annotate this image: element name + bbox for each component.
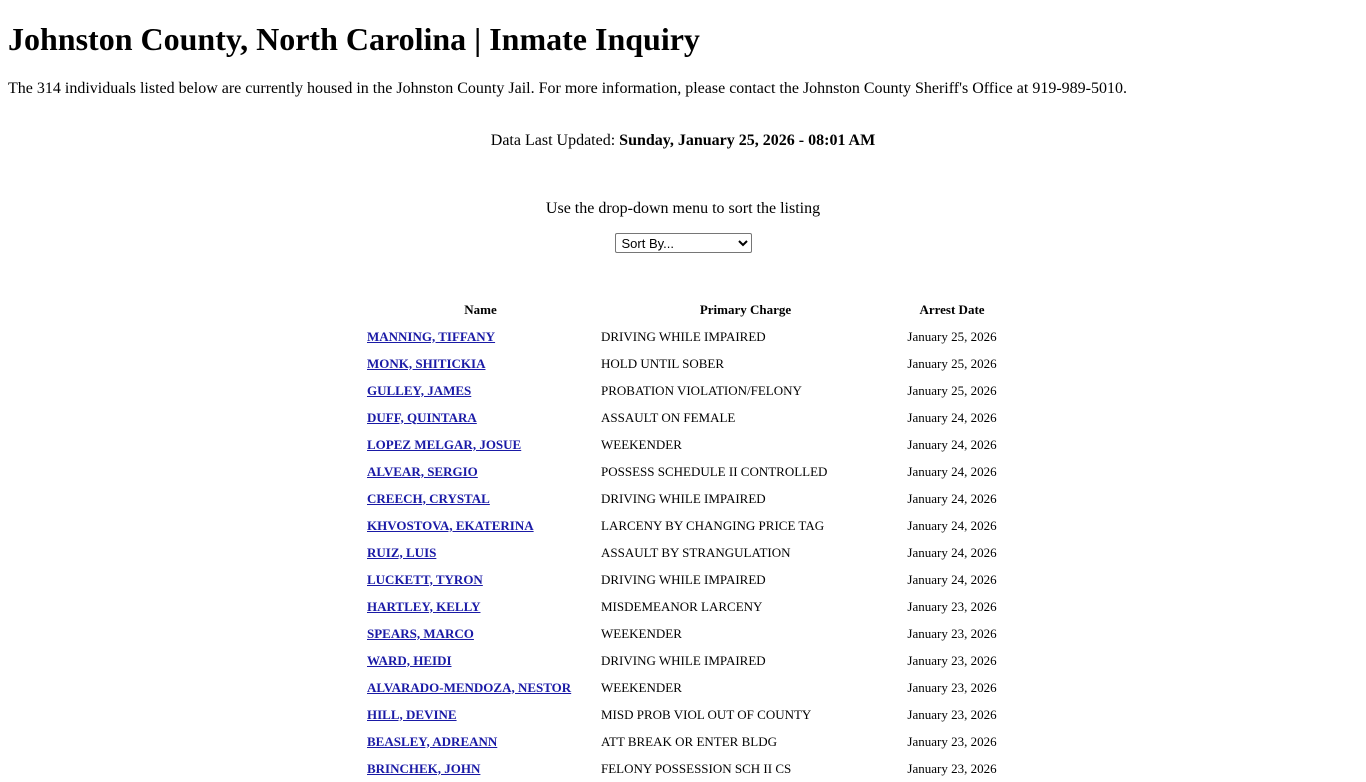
arrest-date-cell: January 23, 2026 [907,760,997,776]
arrest-date-cell: January 25, 2026 [907,382,997,398]
table-row [365,458,1009,485]
inmate-name-link[interactable]: GULLEY, JAMES [367,382,472,398]
table-header-row [365,296,1009,323]
name-cell [365,701,596,728]
charge-cell: ATT BREAK OR ENTER BLDG [601,733,777,749]
name-cell [365,431,596,458]
inmate-name-link[interactable]: MONK, SHITICKIA [367,355,486,371]
arrest-date-cell: January 24, 2026 [907,409,997,425]
arrest-date-cell: January 23, 2026 [907,652,997,668]
arrest-date-cell: January 24, 2026 [907,463,997,479]
name-cell [365,350,596,377]
name-cell [365,674,596,701]
inmate-name-link[interactable]: CREECH, CRYSTAL [367,490,490,506]
inmate-name-link[interactable]: SPEARS, MARCO [367,625,474,641]
charge-cell: WEEKENDER [601,436,682,452]
name-cell [365,323,596,350]
charge-cell: PROBATION VIOLATION/FELONY [601,382,802,398]
charge-cell: LARCENY BY CHANGING PRICE TAG [601,517,825,533]
inmate-name-link[interactable]: KHVOSTOVA, EKATERINA [367,517,534,533]
charge-cell: DRIVING WHILE IMPAIRED [601,328,766,344]
charge-cell: WEEKENDER [601,625,682,641]
name-cell [365,755,596,782]
inmate-name-link[interactable]: HARTLEY, KELLY [367,598,481,614]
inmate-name-link[interactable]: LOPEZ MELGAR, JOSUE [367,436,522,452]
table-row [365,404,1009,431]
sort-by-select[interactable] [615,233,752,253]
inmate-name-link[interactable]: WARD, HEIDI [367,652,452,668]
name-cell [365,377,596,404]
header-arrest-date: Arrest Date [919,301,985,317]
inmate-name-link[interactable]: RUIZ, LUIS [367,544,437,560]
table-row [365,593,1009,620]
charge-cell: DRIVING WHILE IMPAIRED [601,490,766,506]
table-row [365,701,1009,728]
table-row [365,512,1009,539]
arrest-date-cell: January 24, 2026 [907,571,997,587]
inmate-name-link[interactable]: LUCKETT, TYRON [367,571,483,587]
inmate-name-link[interactable]: ALVEAR, SERGIO [367,463,478,479]
name-cell [365,539,596,566]
name-cell [365,593,596,620]
arrest-date-cell: January 23, 2026 [907,625,997,641]
table-row [365,539,1009,566]
table-row [365,647,1009,674]
table-row [365,728,1009,755]
table-row [365,755,1009,782]
arrest-date-cell: January 24, 2026 [907,544,997,560]
arrest-date-cell: January 24, 2026 [907,490,997,506]
page-title: Johnston County, North Carolina | Inmate Inquiry [8,21,700,57]
table-row [365,485,1009,512]
name-cell [365,512,596,539]
charge-cell: MISDEMEANOR LARCENY [601,598,763,614]
inmate-table [363,296,1011,782]
table-row [365,566,1009,593]
last-updated-label: Data Last Updated: [490,132,620,149]
charge-cell: HOLD UNTIL SOBER [601,355,725,371]
charge-cell: MISD PROB VIOL OUT OF COUNTY [601,706,812,722]
inmate-name-link[interactable]: BRINCHEK, JOHN [367,760,481,776]
last-updated [0,131,1366,151]
inmate-name-link[interactable]: BEASLEY, ADREANN [367,733,498,749]
table-row [365,323,1009,350]
sort-hint: Use the drop-down menu to sort the listing [545,200,821,217]
charge-cell: FELONY POSSESSION SCH II CS [601,760,792,776]
arrest-date-cell: January 24, 2026 [907,517,997,533]
arrest-date-cell: January 23, 2026 [907,598,997,614]
inmate-name-link[interactable]: ALVARADO-MENDOZA, NESTOR [367,679,572,695]
arrest-date-cell: January 23, 2026 [907,706,997,722]
charge-cell: DRIVING WHILE IMPAIRED [601,652,766,668]
name-cell [365,566,596,593]
arrest-date-cell: January 25, 2026 [907,355,997,371]
table-row [365,431,1009,458]
name-cell [365,647,596,674]
table-row [365,620,1009,647]
arrest-date-cell: January 23, 2026 [907,733,997,749]
charge-cell: ASSAULT ON FEMALE [601,409,736,425]
charge-cell: WEEKENDER [601,679,682,695]
charge-cell: POSSESS SCHEDULE II CONTROLLED [601,463,828,479]
header-primary-charge: Primary Charge [699,301,792,317]
arrest-date-cell: January 23, 2026 [907,679,997,695]
name-cell [365,485,596,512]
sort-container [0,233,1366,253]
table-row [365,350,1009,377]
inmate-name-link[interactable]: MANNING, TIFFANY [367,328,496,344]
table-row [365,674,1009,701]
name-cell [365,404,596,431]
arrest-date-cell: January 24, 2026 [907,436,997,452]
name-cell [365,458,596,485]
name-cell [365,728,596,755]
header-name[interactable]: Name [464,301,497,317]
arrest-date-cell: January 25, 2026 [907,328,997,344]
last-updated-value: Sunday, January 25, 2026 - 08:01 AM [619,132,876,149]
charge-cell: DRIVING WHILE IMPAIRED [601,571,766,587]
charge-cell: ASSAULT BY STRANGULATION [601,544,791,560]
inmate-name-link[interactable]: DUFF, QUINTARA [367,409,477,425]
name-cell [365,620,596,647]
inmate-name-link[interactable]: HILL, DEVINE [367,706,457,722]
intro-text: The 314 individuals listed below are currently housed in the Johnston County Jail. For more information, please contact the Johnston County Sheriff's Office at 919-989-5010. [8,80,1127,97]
table-row [365,377,1009,404]
